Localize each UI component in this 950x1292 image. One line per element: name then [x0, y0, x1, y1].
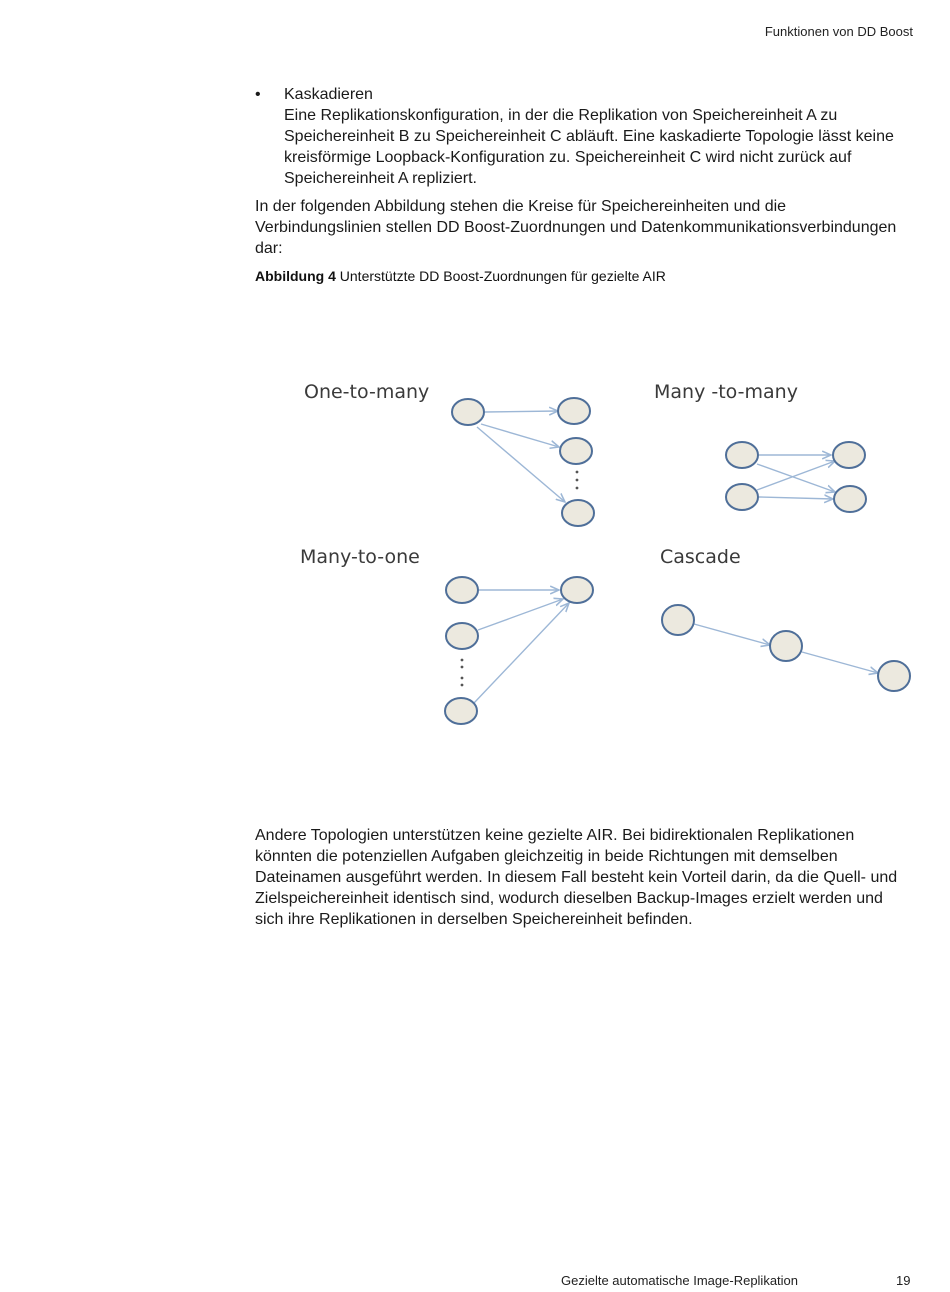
storage-unit-node	[560, 438, 592, 464]
cascade-title: Cascade	[660, 546, 741, 568]
footer-chapter-title: Gezielte automatische Image-Replikation	[561, 1273, 799, 1288]
ellipsis-dot	[461, 666, 464, 669]
ellipsis-dot	[576, 471, 579, 474]
figure-caption	[255, 268, 666, 284]
storage-unit-node	[561, 577, 593, 603]
many-to-one-title: Many-to-one	[300, 546, 420, 568]
bullet-symbol: •	[255, 86, 261, 103]
one-to-many-title: One-to-many	[304, 381, 430, 403]
bullet-description: Eine Replikationskonfiguration, in der die Replikation von Speichereinheit A zu Speichereinheit B zu Speichereinheit C abläuft. Eine kaskadierte Topologie lässt keine kreisförmige Loopback-Konfiguration zu. Speichereinheit C wird nicht zurück auf Speichereinheit A repliziert.	[284, 107, 894, 187]
storage-unit-node	[770, 631, 802, 661]
topology-diagram	[255, 360, 950, 780]
ellipsis-dot	[461, 677, 464, 680]
many-to-one-topology	[300, 546, 593, 724]
storage-unit-node	[726, 442, 758, 468]
storage-unit-node	[726, 484, 758, 510]
edge	[759, 497, 833, 499]
storage-unit-node	[562, 500, 594, 526]
bullet-term: Kaskadieren	[284, 86, 373, 103]
ellipsis-dot	[576, 479, 579, 482]
storage-unit-node	[446, 577, 478, 603]
edge	[757, 464, 835, 492]
figure-caption-text: Unterstützte DD Boost-Zuordnungen für gezielte AIR	[339, 268, 666, 284]
topology-figure	[255, 360, 950, 780]
storage-unit-node	[662, 605, 694, 635]
edge	[481, 424, 559, 447]
edge	[477, 427, 565, 502]
page-number: 19	[896, 1273, 911, 1288]
edge	[474, 603, 569, 703]
one-to-many-topology	[304, 381, 594, 526]
many-to-many-title: Many -to-many	[654, 381, 798, 403]
edge	[757, 461, 835, 490]
intro-paragraph: In der folgenden Abbildung stehen die Kreise für Speichereinheiten und die Verbindungslinien stellen DD Boost-Zuordnungen und Datenkommunikationsverbindungen dar:	[255, 198, 897, 257]
storage-unit-node	[558, 398, 590, 424]
cascade-topology	[660, 546, 910, 691]
closing-paragraph: Andere Topologien unterstützen keine gezielte AIR. Bei bidirektionalen Replikationen könnten die potenziellen Aufgaben gleichzeitig in beide Richtungen mit demselben Dateinamen ausgeführt werden. In diesem Fall besteht kein Vorteil darin, da die Quell- und Zielspeichereinheit identisch sind, wodurch dieselben Backup-Images erzielt werden und sich ihre Replikationen in derselben Speichereinheit befinden.	[255, 827, 898, 928]
storage-unit-node	[834, 486, 866, 512]
storage-unit-node	[452, 399, 484, 425]
running-header: Funktionen von DD Boost	[764, 24, 913, 39]
ellipsis-dot	[576, 487, 579, 490]
storage-unit-node	[446, 623, 478, 649]
many-to-many-topology	[654, 381, 866, 512]
ellipsis-dot	[461, 684, 464, 687]
ellipsis-dot	[461, 659, 464, 662]
edge	[694, 624, 770, 645]
bullet-item-cascade	[255, 84, 905, 189]
storage-unit-node	[833, 442, 865, 468]
figure-label: Abbildung 4	[255, 268, 336, 284]
edge	[478, 599, 563, 630]
edge	[485, 411, 558, 412]
storage-unit-node	[878, 661, 910, 691]
storage-unit-node	[445, 698, 477, 724]
edge	[802, 652, 878, 673]
